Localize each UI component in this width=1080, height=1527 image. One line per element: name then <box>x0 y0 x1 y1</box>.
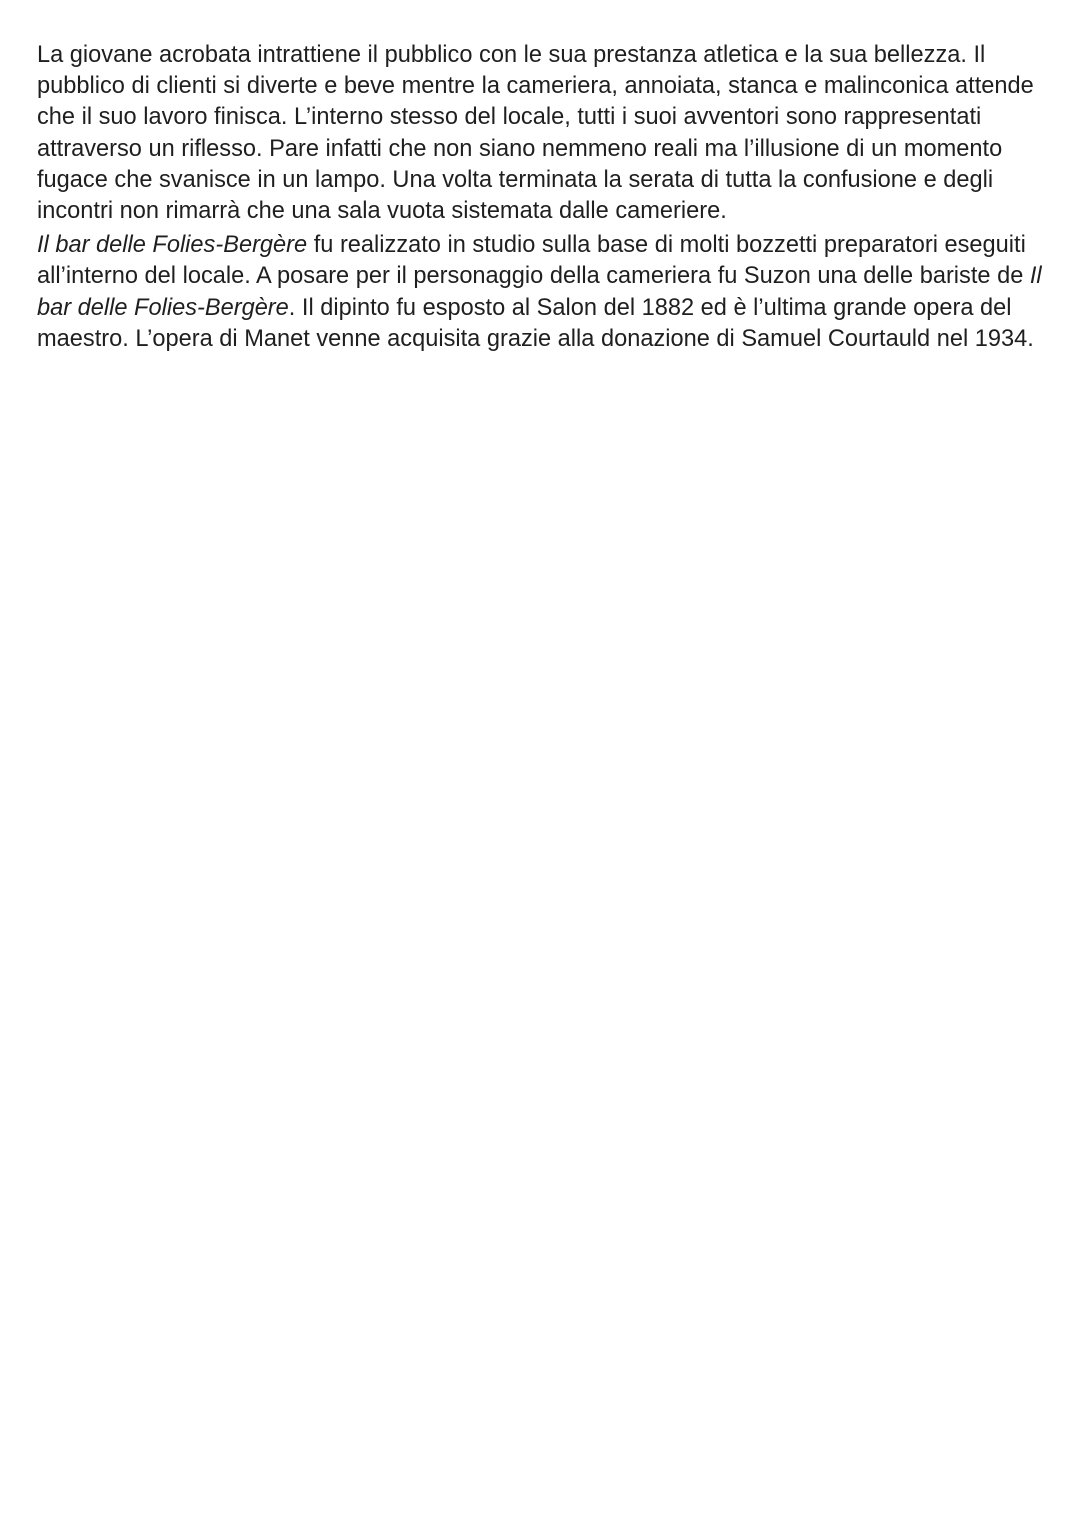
document-page <box>37 40 1047 355</box>
paragraph-text: . Il dipinto fu esposto al Salon del 1882 ed è l’ultima grande opera del maestro. L’opera di Manet venne acquisita grazie alla donazione di Samuel Courtauld nel 1934. <box>37 294 1034 352</box>
paragraph-text: fu realizzato in studio sulla base di molti bozzetti preparatori eseguiti all’interno del locale. A posare per il personaggio della cameriera fu Suzon una delle bariste de <box>37 232 1030 290</box>
artwork-title: Il bar delle Folies-Bergère <box>37 263 1042 321</box>
paragraph-acrobat-description: La giovane acrobata intrattiene il pubblico con le sua prestanza atletica e la sua bellezza. Il pubblico di clienti si diverte e beve mentre la cameriera, annoiata, stanca e malinconica attende che il suo lavoro finisca. L’interno stesso del locale, tutti i suoi avventori sono rappresentati attraverso un riflesso. Pare infatti che non siano nemmeno reali ma l’illusione di un momento fugace che svanisce in un lampo. Una volta terminata la serata di tutta la confusione e degli incontri non rimarrà che una sala vuota sistemata dalle cameriere. <box>37 42 1034 225</box>
artwork-title: Il bar delle Folies-Bergère <box>37 232 308 259</box>
paragraph-painting-history <box>37 230 1047 355</box>
